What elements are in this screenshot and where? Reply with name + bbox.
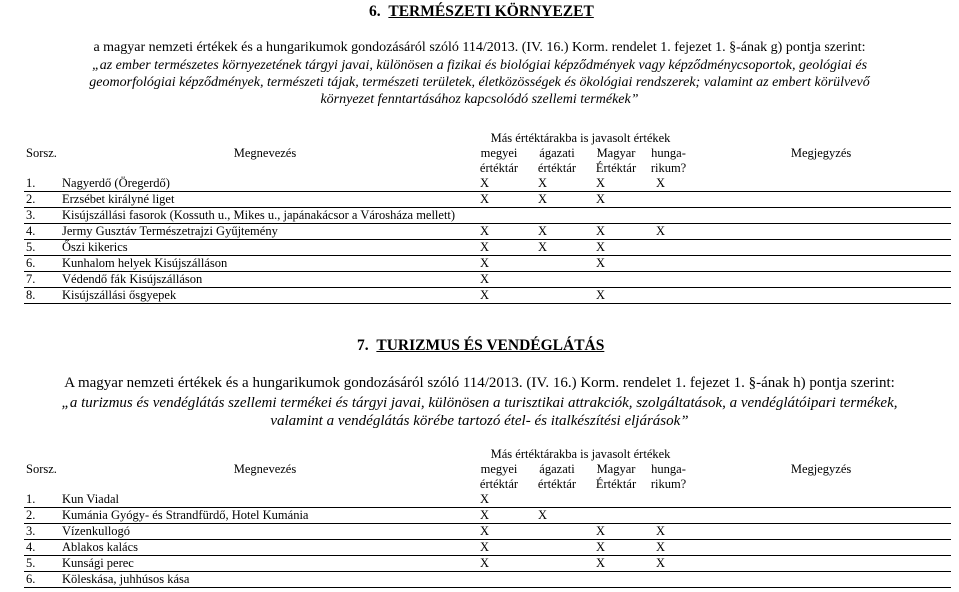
mark-agazati [528,572,586,588]
mark-magyar: X [586,240,646,256]
table-row [24,492,951,508]
section-6-quote [0,57,959,108]
table-row [24,240,951,256]
section-7-intro: A magyar nemzeti értékek és a hungarikumok gondozásáról szóló 114/2013. (IV. 16.) Korm. rendelet 1. fejezet 1. §-ának h) pontja szerint: [64,375,895,391]
table-row [24,176,951,192]
mark-agazati: X [528,176,586,192]
mark-magyar: X [586,288,646,304]
mark-hungarikum: X [646,176,691,192]
row-note [691,240,951,256]
mark-megyei: X [470,288,528,304]
mark-agazati [528,256,586,272]
header-megyei: megyei értéktár [479,462,519,491]
row-number: 2. [24,508,60,524]
quote-line: „a turizmus és vendéglátás szellemi termékei és tárgyi javai, különösen a turisztikai attrakciók, szolgáltatások, a vendéglátóipari termékek, [61,395,898,411]
mark-hungarikum [646,288,691,304]
mark-magyar [586,572,646,588]
mark-agazati [528,272,586,288]
table-row [24,272,951,288]
table-row [24,192,951,208]
header-agazati: ágazati értéktár [537,146,577,175]
table-row [24,556,951,572]
header-group: Más értéktárakba is javasolt értékek [490,447,671,461]
table-row [24,208,951,224]
table-row [24,224,951,240]
section-6-title: TERMÉSZETI KÖRNYEZET [388,3,594,20]
mark-agazati [528,208,586,224]
header-megyei: megyei értéktár [479,146,519,175]
row-number: 5. [24,240,60,256]
mark-hungarikum [646,508,691,524]
row-name: Kunsági perec [60,556,470,572]
row-number: 5. [24,556,60,572]
row-note [691,176,951,192]
row-number: 1. [24,492,60,508]
row-number: 8. [24,288,60,304]
table-row [24,288,951,304]
mark-magyar: X [586,224,646,240]
mark-megyei: X [470,240,528,256]
mark-agazati [528,540,586,556]
row-note [691,192,951,208]
row-note [691,556,951,572]
table-row [24,256,951,272]
section-6-heading [369,3,594,21]
row-note [691,256,951,272]
table-row [24,524,951,540]
mark-hungarikum [646,492,691,508]
row-name: Ablakos kalács [60,540,470,556]
table-row [24,572,951,588]
row-note [691,540,951,556]
section-7-title: TURIZMUS ÉS VENDÉGLÁTÁS [376,337,605,354]
mark-agazati: X [528,508,586,524]
mark-hungarikum [646,240,691,256]
mark-megyei: X [470,508,528,524]
mark-megyei: X [470,176,528,192]
mark-hungarikum: X [646,224,691,240]
row-note [691,288,951,304]
mark-megyei: X [470,192,528,208]
row-number: 6. [24,572,60,588]
mark-magyar: X [586,176,646,192]
header-agazati: ágazati értéktár [537,462,577,491]
row-name: Vízenkullogó [60,524,470,540]
natural-environment-table [24,130,951,304]
section-7-heading [357,337,604,355]
mark-agazati: X [528,192,586,208]
mark-hungarikum: X [646,540,691,556]
mark-magyar [586,508,646,524]
mark-agazati [528,288,586,304]
mark-hungarikum: X [646,524,691,540]
row-note [691,524,951,540]
header-group: Más értéktárakba is javasolt értékek [490,131,671,145]
row-name: Kisújszállási fasorok (Kossuth u., Mikes u., japánakácsor a Városháza mellett) [60,208,470,224]
mark-magyar: X [586,524,646,540]
mark-megyei: X [470,524,528,540]
mark-hungarikum [646,192,691,208]
row-name: Köleskása, juhhúsos kása [60,572,470,588]
row-name: Kisújszállási ősgyepek [60,288,470,304]
row-note [691,492,951,508]
mark-agazati [528,556,586,572]
section-7-number: 7. [357,337,369,354]
quote-line: környezet fenntartásához kapcsolódó szellemi termékek” [320,92,639,107]
section-6-intro: a magyar nemzeti értékek és a hungarikumok gondozásáról szóló 114/2013. (IV. 16.) Korm. rendelet 1. fejezet 1. §-ának g) pontja szerint: [93,40,866,55]
row-number: 1. [24,176,60,192]
quote-line: „az ember természetes környezetének tárgyi javai, különösen a fizikai és biológiai képződmények vagy képződménycsoportok, geológiai és [91,58,868,73]
mark-agazati [528,492,586,508]
mark-hungarikum: X [646,556,691,572]
row-number: 4. [24,224,60,240]
row-number: 6. [24,256,60,272]
header-hungarikum: hunga- rikum? [650,146,687,175]
mark-megyei: X [470,556,528,572]
mark-megyei: X [470,256,528,272]
header-hungarikum: hunga- rikum? [650,462,687,491]
row-note [691,208,951,224]
header-name: Megnevezés [233,145,297,160]
row-name: Kumánia Gyógy- és Strandfürdő, Hotel Kumánia [60,508,470,524]
header-note: Megjegyzés [790,461,852,476]
mark-magyar [586,272,646,288]
row-name: Erzsébet királyné liget [60,192,470,208]
quote-line: geomorfológiai képződmények, természeti tájak, természeti területek, életközösségek és ökológiai rendszerek; valamint az embert körülvevő [89,75,870,90]
row-note [691,572,951,588]
row-note [691,272,951,288]
row-number: 7. [24,272,60,288]
mark-magyar [586,208,646,224]
mark-megyei: X [470,224,528,240]
header-magyar: Magyar Értéktár [595,462,637,491]
table-row [24,508,951,524]
mark-megyei [470,208,528,224]
mark-megyei: X [470,540,528,556]
mark-hungarikum [646,572,691,588]
row-note [691,224,951,240]
mark-agazati [528,524,586,540]
mark-megyei [470,572,528,588]
row-note [691,508,951,524]
row-name: Kunhalom helyek Kisújszálláson [60,256,470,272]
header-magyar: Magyar Értéktár [595,146,637,175]
table-row [24,540,951,556]
row-number: 3. [24,524,60,540]
row-name: Nagyerdő (Öregerdő) [60,176,470,192]
mark-agazati: X [528,240,586,256]
mark-magyar: X [586,556,646,572]
row-number: 3. [24,208,60,224]
mark-hungarikum [646,256,691,272]
section-6-number: 6. [369,3,381,20]
header-name: Megnevezés [233,461,297,476]
mark-megyei: X [470,272,528,288]
section-7-quote [0,394,959,430]
header-sorsz: Sorsz. [26,461,57,476]
mark-magyar: X [586,256,646,272]
mark-hungarikum [646,272,691,288]
row-name: Védendő fák Kisújszálláson [60,272,470,288]
tourism-table [24,446,951,588]
quote-line: valamint a vendéglátás körébe tartozó étel- és italkészítési eljárások” [270,413,689,429]
row-number: 2. [24,192,60,208]
header-sorsz: Sorsz. [26,145,57,160]
mark-agazati: X [528,224,586,240]
mark-hungarikum [646,208,691,224]
header-note: Megjegyzés [790,145,852,160]
row-number: 4. [24,540,60,556]
row-name: Őszi kikerics [60,240,470,256]
mark-magyar: X [586,540,646,556]
mark-magyar [586,492,646,508]
mark-megyei: X [470,492,528,508]
row-name: Kun Viadal [60,492,470,508]
mark-magyar: X [586,192,646,208]
row-name: Jermy Gusztáv Természetrajzi Gyűjtemény [60,224,470,240]
